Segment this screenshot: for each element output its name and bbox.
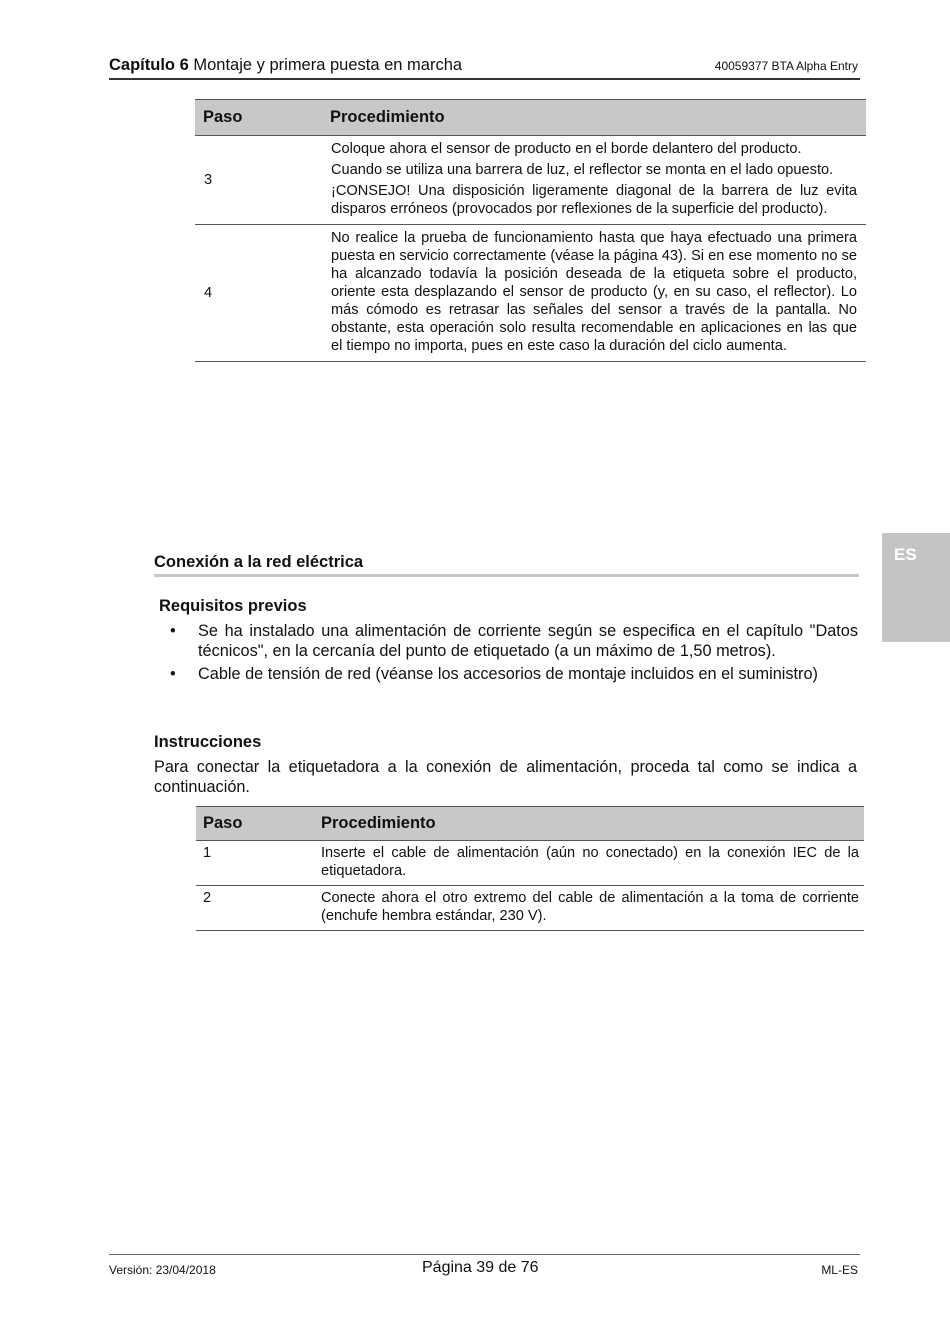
table-header-row xyxy=(195,100,866,136)
chapter-heading xyxy=(109,56,462,75)
instructions-title: Instrucciones xyxy=(154,733,262,751)
version-date: Versión: 23/04/2018 xyxy=(109,1263,216,1277)
table-row xyxy=(196,886,864,931)
step-description xyxy=(322,136,866,225)
column-header-step: Paso xyxy=(196,807,314,841)
step-number: 2 xyxy=(196,886,314,931)
column-header-procedure: Procedimiento xyxy=(314,807,864,841)
table-row xyxy=(195,136,866,225)
step-paragraph: Coloque ahora el sensor de producto en el borde delantero del producto. xyxy=(331,141,802,157)
column-header-procedure: Procedimiento xyxy=(322,100,866,136)
section-title: Conexión a la red eléctrica xyxy=(154,553,859,577)
bullet-icon: • xyxy=(170,665,176,683)
table-header-row xyxy=(196,807,864,841)
chapter-label: Capítulo 6 xyxy=(109,56,189,74)
table-row xyxy=(196,841,864,886)
chapter-title: Montaje y primera puesta en marcha xyxy=(193,56,463,74)
step-number: 1 xyxy=(196,841,314,886)
list-item xyxy=(154,621,858,661)
step-number: 3 xyxy=(195,136,322,225)
column-header-step: Paso xyxy=(195,100,322,136)
step-number: 4 xyxy=(195,225,322,362)
step-description xyxy=(322,225,866,362)
step-description: Conecte ahora el otro extremo del cable de alimentación a la toma de corriente (enchufe hembra estándar, 230 V). xyxy=(314,886,864,931)
requirements-title: Requisitos previos xyxy=(159,597,307,615)
language-code: ML-ES xyxy=(821,1263,858,1277)
document-id: 40059377 BTA Alpha Entry xyxy=(714,59,858,73)
step-description: Inserte el cable de alimentación (aún no conectado) en la conexión IEC de la etiquetadora. xyxy=(314,841,864,886)
page-footer xyxy=(109,1254,860,1281)
page-number: Página 39 de 76 xyxy=(422,1259,539,1276)
requirements-list xyxy=(154,621,858,687)
step-paragraph: No realice la prueba de funcionamiento hasta que haya efectuado una primera puesta en servicio correctamente (véase la página 43). Si en ese momento no se ha alcanzado todavía la posición deseada de la etiqueta sobre el producto, oriente esta desplazando el sensor de producto (y, en su caso, el reflector). Lo más cómodo es retrasar las señales del sensor a través de la pantalla. No obstante, esta operación solo resulta recomendable en aplicaciones en las que el tiempo no importa, pues en este caso la duración del ciclo aumenta. xyxy=(331,230,857,354)
bullet-icon: • xyxy=(170,622,176,640)
step-paragraph: Cuando se utiliza una barrera de luz, el reflector se monta en el lado opuesto. xyxy=(331,162,834,178)
language-tab xyxy=(882,533,950,642)
step-paragraph: ¡CONSEJO! Una disposición ligeramente diagonal de la barrera de luz evita disparos erróneos (provocados por reflexiones de la superficie del producto). xyxy=(331,183,857,217)
procedure-table-2 xyxy=(196,806,864,931)
procedure-table-1 xyxy=(195,99,866,362)
requirement-text: Se ha instalado una alimentación de corriente según se especifica en el capítulo "Datos técnicos", en la cercanía del punto de etiquetado (a un máximo de 1,50 metros). xyxy=(198,622,858,660)
instructions-text: Para conectar la etiquetadora a la conexión de alimentación, proceda tal como se indica a continuación. xyxy=(154,758,857,796)
list-item xyxy=(154,664,858,684)
requirement-text: Cable de tensión de red (véanse los accesorios de montaje incluidos en el suministro) xyxy=(198,665,818,683)
language-tab-label: ES xyxy=(894,545,917,564)
page-header xyxy=(109,56,860,80)
table-row xyxy=(195,225,866,362)
